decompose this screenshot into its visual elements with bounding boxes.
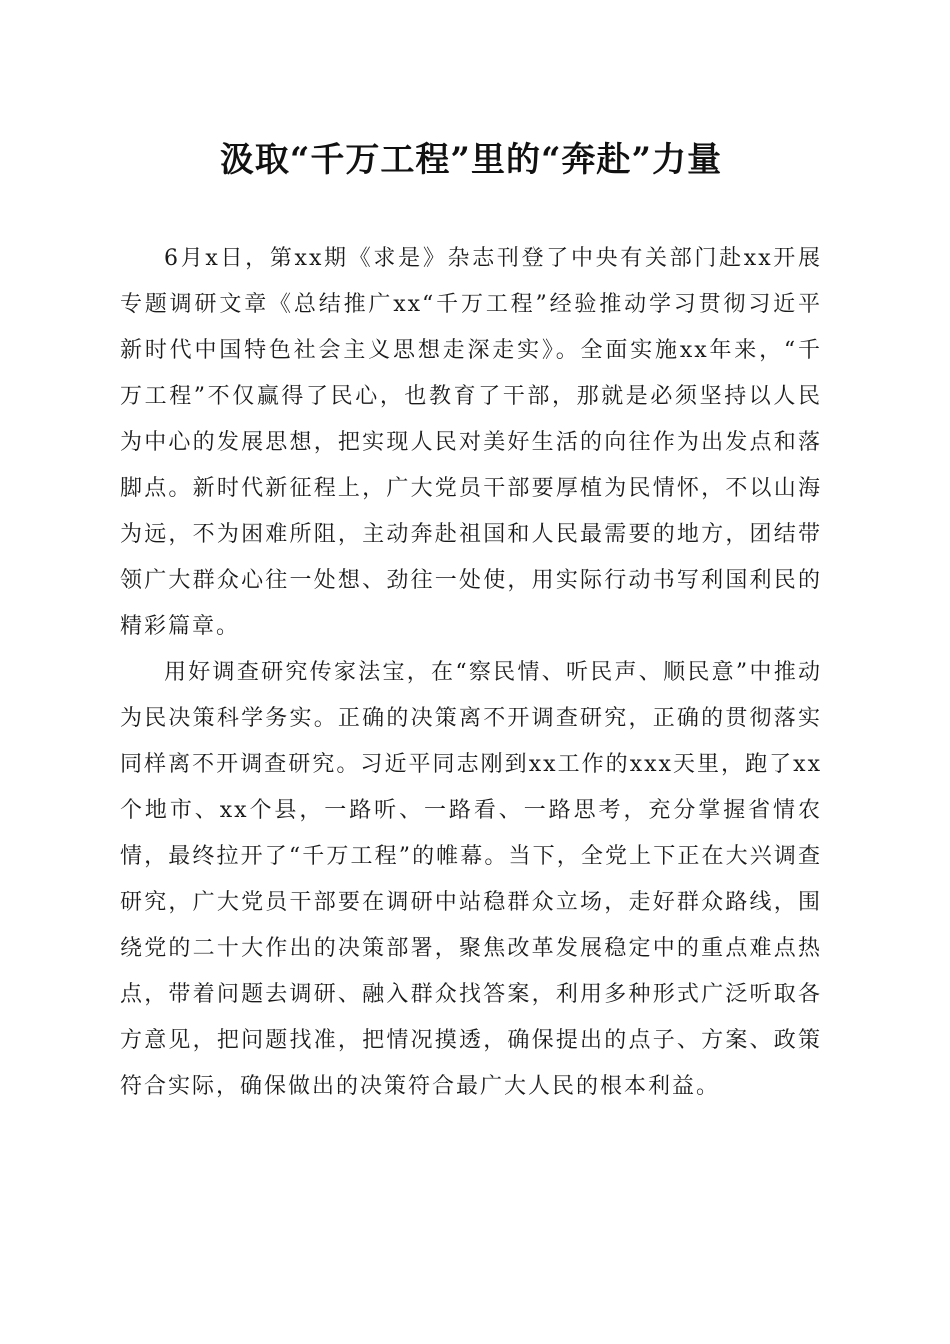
paragraph-1: 6月x日，第xx期《求是》杂志刊登了中央有关部门赴xx开展专题调研文章《总结推广xx“千万工程”经验推动学习贯彻习近平新时代中国特色社会主义思想走深走实》。全面实施xx年来，“千万工程”不仅赢得了民心，也教育了干部，那就是必须坚持以人民为中心的发展思想，把实现人民对美好生活的向往作为出发点和落脚点。新时代新征程上，广大党员干部要厚植为民情怀，不以山海为远，不为困难所阻，主动奔赴祖国和人民最需要的地方，团结带领广大群众心往一处想、劲往一处使，用实际行动书写利国利民的精彩篇章。 (120, 246, 822, 639)
document-title: 汲取“千万工程”里的“奔赴”力量 (219, 140, 723, 180)
paragraph-2: 用好调查研究传家法宝，在“察民情、听民声、顺民意”中推动为民决策科学务实。正确的决策离不开调查研究，正确的贯彻落实同样离不开调查研究。习近平同志刚到xx工作的xxx天里，跑了xx个地市、xx个县，一路听、一路看、一路思考，充分掌握省情农情，最终拉开了“千万工程”的帷幕。当下，全党上下正在大兴调查研究，广大党员干部要在调研中站稳群众立场，走好群众路线，围绕党的二十大作出的决策部署，聚焦改革发展稳定中的重点难点热点，带着问题去调研、融入群众找答案，利用多种形式广泛听取各方意见，把问题找准，把情况摸透，确保提出的点子、方案、政策符合实际，确保做出的决策符合最广大人民的根本利益。 (120, 660, 822, 1099)
document-body (120, 236, 822, 1110)
